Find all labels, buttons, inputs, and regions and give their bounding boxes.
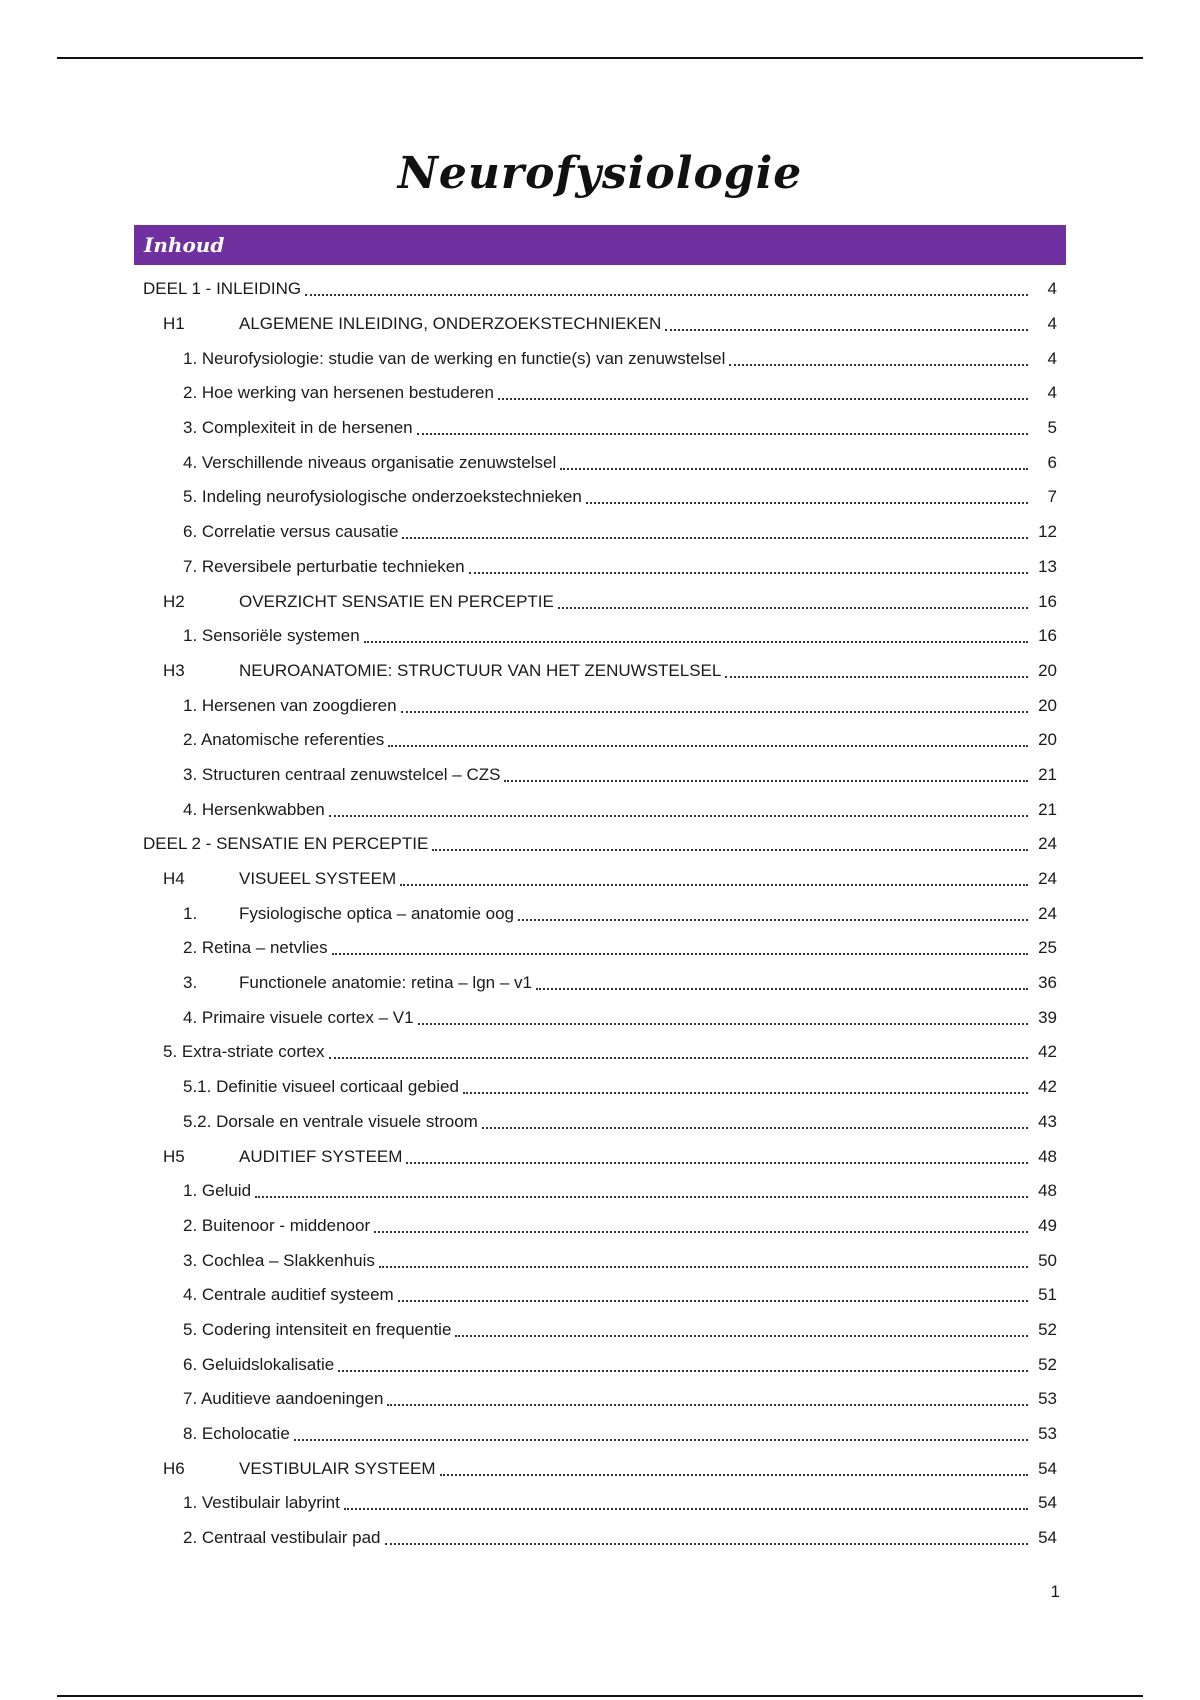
toc-entry-label: 1. Hersenen van zoogdieren (183, 695, 397, 715)
toc-entry[interactable] (0, 550, 1200, 585)
toc-entry-page: 51 (1038, 1285, 1057, 1305)
toc-entry[interactable] (0, 1382, 1200, 1417)
toc-entry-label: 5. Indeling neurofysiologische onderzoekstechnieken (183, 487, 582, 507)
toc-entry-page: 54 (1038, 1493, 1057, 1513)
toc-entry-page: 48 (1038, 1146, 1057, 1166)
toc-entry-page: 25 (1038, 938, 1057, 958)
toc-entry-label: 2. Anatomische referenties (183, 730, 385, 750)
toc-dot-leader (440, 1474, 1029, 1476)
toc-dot-leader (665, 329, 1028, 331)
toc-entry-label: 1. Geluid (183, 1181, 252, 1201)
toc-dot-leader (558, 607, 1028, 609)
toc-dot-leader (305, 294, 1028, 296)
toc-dot-leader (469, 572, 1028, 574)
toc-entry[interactable] (0, 584, 1200, 619)
toc-entry[interactable] (0, 1417, 1200, 1452)
toc-dot-leader (329, 815, 1028, 817)
toc-entry-number: H5 (163, 1146, 185, 1166)
toc-entry-number: 1. (183, 903, 198, 923)
toc-dot-leader (400, 884, 1028, 886)
toc-entry-page: 16 (1038, 626, 1057, 646)
toc-entry-page: 42 (1038, 1077, 1057, 1097)
toc-entry-label: DEEL 1 - INLEIDING (143, 279, 302, 299)
toc-dot-leader (294, 1439, 1028, 1441)
toc-entry-label: Fysiologische optica – anatomie oog (239, 903, 514, 923)
toc-dot-leader (432, 849, 1028, 851)
toc-entry[interactable] (0, 1521, 1200, 1556)
toc-entry[interactable] (0, 896, 1200, 931)
toc-entry-label: Functionele anatomie: retina – lgn – v1 (239, 973, 532, 993)
top-rule (57, 57, 1143, 59)
toc-dot-leader (418, 1023, 1028, 1025)
toc-entry[interactable] (0, 1070, 1200, 1105)
toc-dot-leader (536, 988, 1028, 990)
toc-entry-label: OVERZICHT SENSATIE EN PERCEPTIE (239, 591, 554, 611)
toc-entry[interactable] (0, 654, 1200, 689)
toc-dot-leader (379, 1266, 1028, 1268)
toc-entry-label: 2. Hoe werking van hersenen bestuderen (183, 383, 494, 403)
toc-entry-label: 3. Cochlea – Slakkenhuis (183, 1250, 375, 1270)
toc-entry-number: H3 (163, 660, 185, 680)
toc-entry-label: ALGEMENE INLEIDING, ONDERZOEKSTECHNIEKEN (239, 314, 662, 334)
toc-entry-label: AUDITIEF SYSTEEM (239, 1146, 403, 1166)
toc-entry-label: DEEL 2 - SENSATIE EN PERCEPTIE (143, 834, 429, 854)
toc-dot-leader (417, 433, 1028, 435)
toc-entry-label: 4. Hersenkwabben (183, 799, 325, 819)
toc-entry-page: 24 (1038, 903, 1057, 923)
toc-entry-label: VESTIBULAIR SYSTEEM (239, 1458, 436, 1478)
toc-dot-leader (387, 1404, 1028, 1406)
toc-entry-label: NEUROANATOMIE: STRUCTUUR VAN HET ZENUWSTELSEL (239, 660, 722, 680)
toc-entry[interactable] (0, 966, 1200, 1001)
toc-entry-page: 42 (1038, 1042, 1057, 1062)
toc-entry[interactable] (0, 758, 1200, 793)
toc-dot-leader (402, 537, 1028, 539)
toc-entry-label: 8. Echolocatie (183, 1424, 290, 1444)
toc-entry-label: 5. Extra-striate cortex (163, 1042, 325, 1062)
toc-entry[interactable] (0, 1000, 1200, 1035)
toc-entry-page: 52 (1038, 1354, 1057, 1374)
toc-entry-label: 1. Sensoriële systemen (183, 626, 360, 646)
toc-entry[interactable] (0, 688, 1200, 723)
toc-entry-label: 5.1. Definitie visueel corticaal gebied (183, 1077, 459, 1097)
toc-entry[interactable] (0, 1105, 1200, 1140)
toc-entry-page: 21 (1038, 799, 1057, 819)
toc-entry-page: 53 (1038, 1424, 1057, 1444)
toc-entry-number: H4 (163, 869, 185, 889)
toc-dot-leader (463, 1092, 1028, 1094)
toc-entry-label: 5. Codering intensiteit en frequentie (183, 1319, 452, 1339)
toc-entry-page: 7 (1047, 487, 1057, 507)
toc-dot-leader (374, 1231, 1028, 1233)
toc-entry-label: 1. Neurofysiologie: studie van de werking en functie(s) van zenuwstelsel (183, 348, 726, 368)
toc-entry[interactable] (0, 1347, 1200, 1382)
toc-dot-leader (560, 468, 1028, 470)
toc-dot-leader (255, 1196, 1028, 1198)
toc-entry-page: 21 (1038, 764, 1057, 784)
toc-entry-page: 20 (1038, 660, 1057, 680)
toc-entry-page: 20 (1038, 730, 1057, 750)
toc-entry-page: 50 (1038, 1250, 1057, 1270)
toc-entry[interactable] (0, 619, 1200, 654)
page-number: 1 (1050, 1582, 1060, 1601)
toc-entry[interactable] (0, 480, 1200, 515)
toc-entry-page: 53 (1038, 1389, 1057, 1409)
toc-entry-page: 48 (1038, 1181, 1057, 1201)
toc-entry[interactable] (0, 931, 1200, 966)
toc-entry[interactable] (0, 341, 1200, 376)
toc-dot-leader (586, 502, 1028, 504)
toc-entry[interactable] (0, 792, 1200, 827)
toc-entry[interactable] (0, 862, 1200, 897)
toc-entry[interactable] (0, 307, 1200, 342)
toc-entry-page: 54 (1038, 1528, 1057, 1548)
toc-entry-label: 4. Primaire visuele cortex – V1 (183, 1007, 414, 1027)
toc-dot-leader (725, 676, 1028, 678)
toc-entry[interactable] (0, 411, 1200, 446)
toc-entry-label: 7. Auditieve aandoeningen (183, 1389, 384, 1409)
toc-entry-label: 1. Vestibulair labyrint (183, 1493, 340, 1513)
toc-dot-leader (406, 1162, 1028, 1164)
toc-entry[interactable] (0, 1243, 1200, 1278)
toc-dot-leader (332, 953, 1028, 955)
toc-entry-label: 5.2. Dorsale en ventrale visuele stroom (183, 1111, 478, 1131)
toc-entry[interactable] (0, 1174, 1200, 1209)
toc-dot-leader (398, 1300, 1028, 1302)
toc-entry-page: 4 (1047, 279, 1057, 299)
toc-entry[interactable] (0, 1209, 1200, 1244)
table-of-contents (0, 272, 1200, 1555)
toc-entry[interactable] (0, 1451, 1200, 1486)
bottom-rule (57, 1695, 1143, 1697)
toc-entry-label: 2. Buitenoor - middenoor (183, 1215, 371, 1235)
toc-entry-number: H2 (163, 591, 185, 611)
toc-entry-page: 24 (1038, 869, 1057, 889)
toc-entry[interactable] (0, 445, 1200, 480)
toc-entry[interactable] (0, 1278, 1200, 1313)
toc-dot-leader (338, 1370, 1028, 1372)
page-title: Neurofysiologie (397, 148, 803, 199)
toc-entry-page: 4 (1047, 314, 1057, 334)
toc-dot-leader (482, 1127, 1028, 1129)
toc-entry-page: 20 (1038, 695, 1057, 715)
toc-dot-leader (518, 919, 1028, 921)
toc-entry-label: 4. Verschillende niveaus organisatie zenuwstelsel (183, 452, 557, 472)
toc-entry-page: 6 (1047, 452, 1057, 472)
toc-dot-leader (344, 1508, 1028, 1510)
toc-entry-page: 43 (1038, 1111, 1057, 1131)
toc-entry-label: 3. Complexiteit in de hersenen (183, 418, 413, 438)
toc-dot-leader (455, 1335, 1028, 1337)
toc-dot-leader (364, 641, 1028, 643)
toc-dot-leader (385, 1543, 1028, 1545)
toc-entry-page: 36 (1038, 973, 1057, 993)
toc-dot-leader (329, 1057, 1028, 1059)
toc-entry[interactable] (0, 272, 1200, 307)
toc-entry-page: 39 (1038, 1007, 1057, 1027)
toc-entry-label: 7. Reversibele perturbatie technieken (183, 556, 465, 576)
toc-entry-label: 6. Correlatie versus causatie (183, 522, 399, 542)
toc-entry-page: 13 (1038, 556, 1057, 576)
toc-entry[interactable] (0, 515, 1200, 550)
toc-entry-number: H1 (163, 314, 185, 334)
toc-entry-page: 52 (1038, 1319, 1057, 1339)
toc-entry[interactable] (0, 1313, 1200, 1348)
toc-entry-label: VISUEEL SYSTEEM (239, 869, 397, 889)
toc-entry[interactable] (0, 827, 1200, 862)
toc-entry[interactable] (0, 376, 1200, 411)
toc-dot-leader (388, 745, 1028, 747)
toc-entry-label: 6. Geluidslokalisatie (183, 1354, 335, 1374)
toc-entry[interactable] (0, 1035, 1200, 1070)
toc-entry[interactable] (0, 723, 1200, 758)
toc-entry-label: 4. Centrale auditief systeem (183, 1285, 394, 1305)
toc-entry-page: 24 (1038, 834, 1057, 854)
toc-entry-number: H6 (163, 1458, 185, 1478)
toc-dot-leader (729, 364, 1028, 366)
toc-entry-page: 54 (1038, 1458, 1057, 1478)
toc-entry-page: 5 (1047, 418, 1057, 438)
toc-entry-page: 16 (1038, 591, 1057, 611)
toc-entry-number: 3. (183, 973, 198, 993)
toc-entry[interactable] (0, 1139, 1200, 1174)
toc-entry-label: 3. Structuren centraal zenuwstelcel – CZS (183, 764, 501, 784)
toc-entry-page: 4 (1047, 348, 1057, 368)
toc-entry-label: 2. Retina – netvlies (183, 938, 328, 958)
toc-dot-leader (504, 780, 1028, 782)
toc-dot-leader (401, 711, 1028, 713)
toc-dot-leader (498, 398, 1028, 400)
toc-entry-page: 12 (1038, 522, 1057, 542)
toc-entry-label: 2. Centraal vestibulair pad (183, 1528, 381, 1548)
toc-heading: Inhoud (134, 225, 1066, 265)
toc-entry-page: 49 (1038, 1215, 1057, 1235)
toc-entry-page: 4 (1047, 383, 1057, 403)
toc-entry[interactable] (0, 1486, 1200, 1521)
